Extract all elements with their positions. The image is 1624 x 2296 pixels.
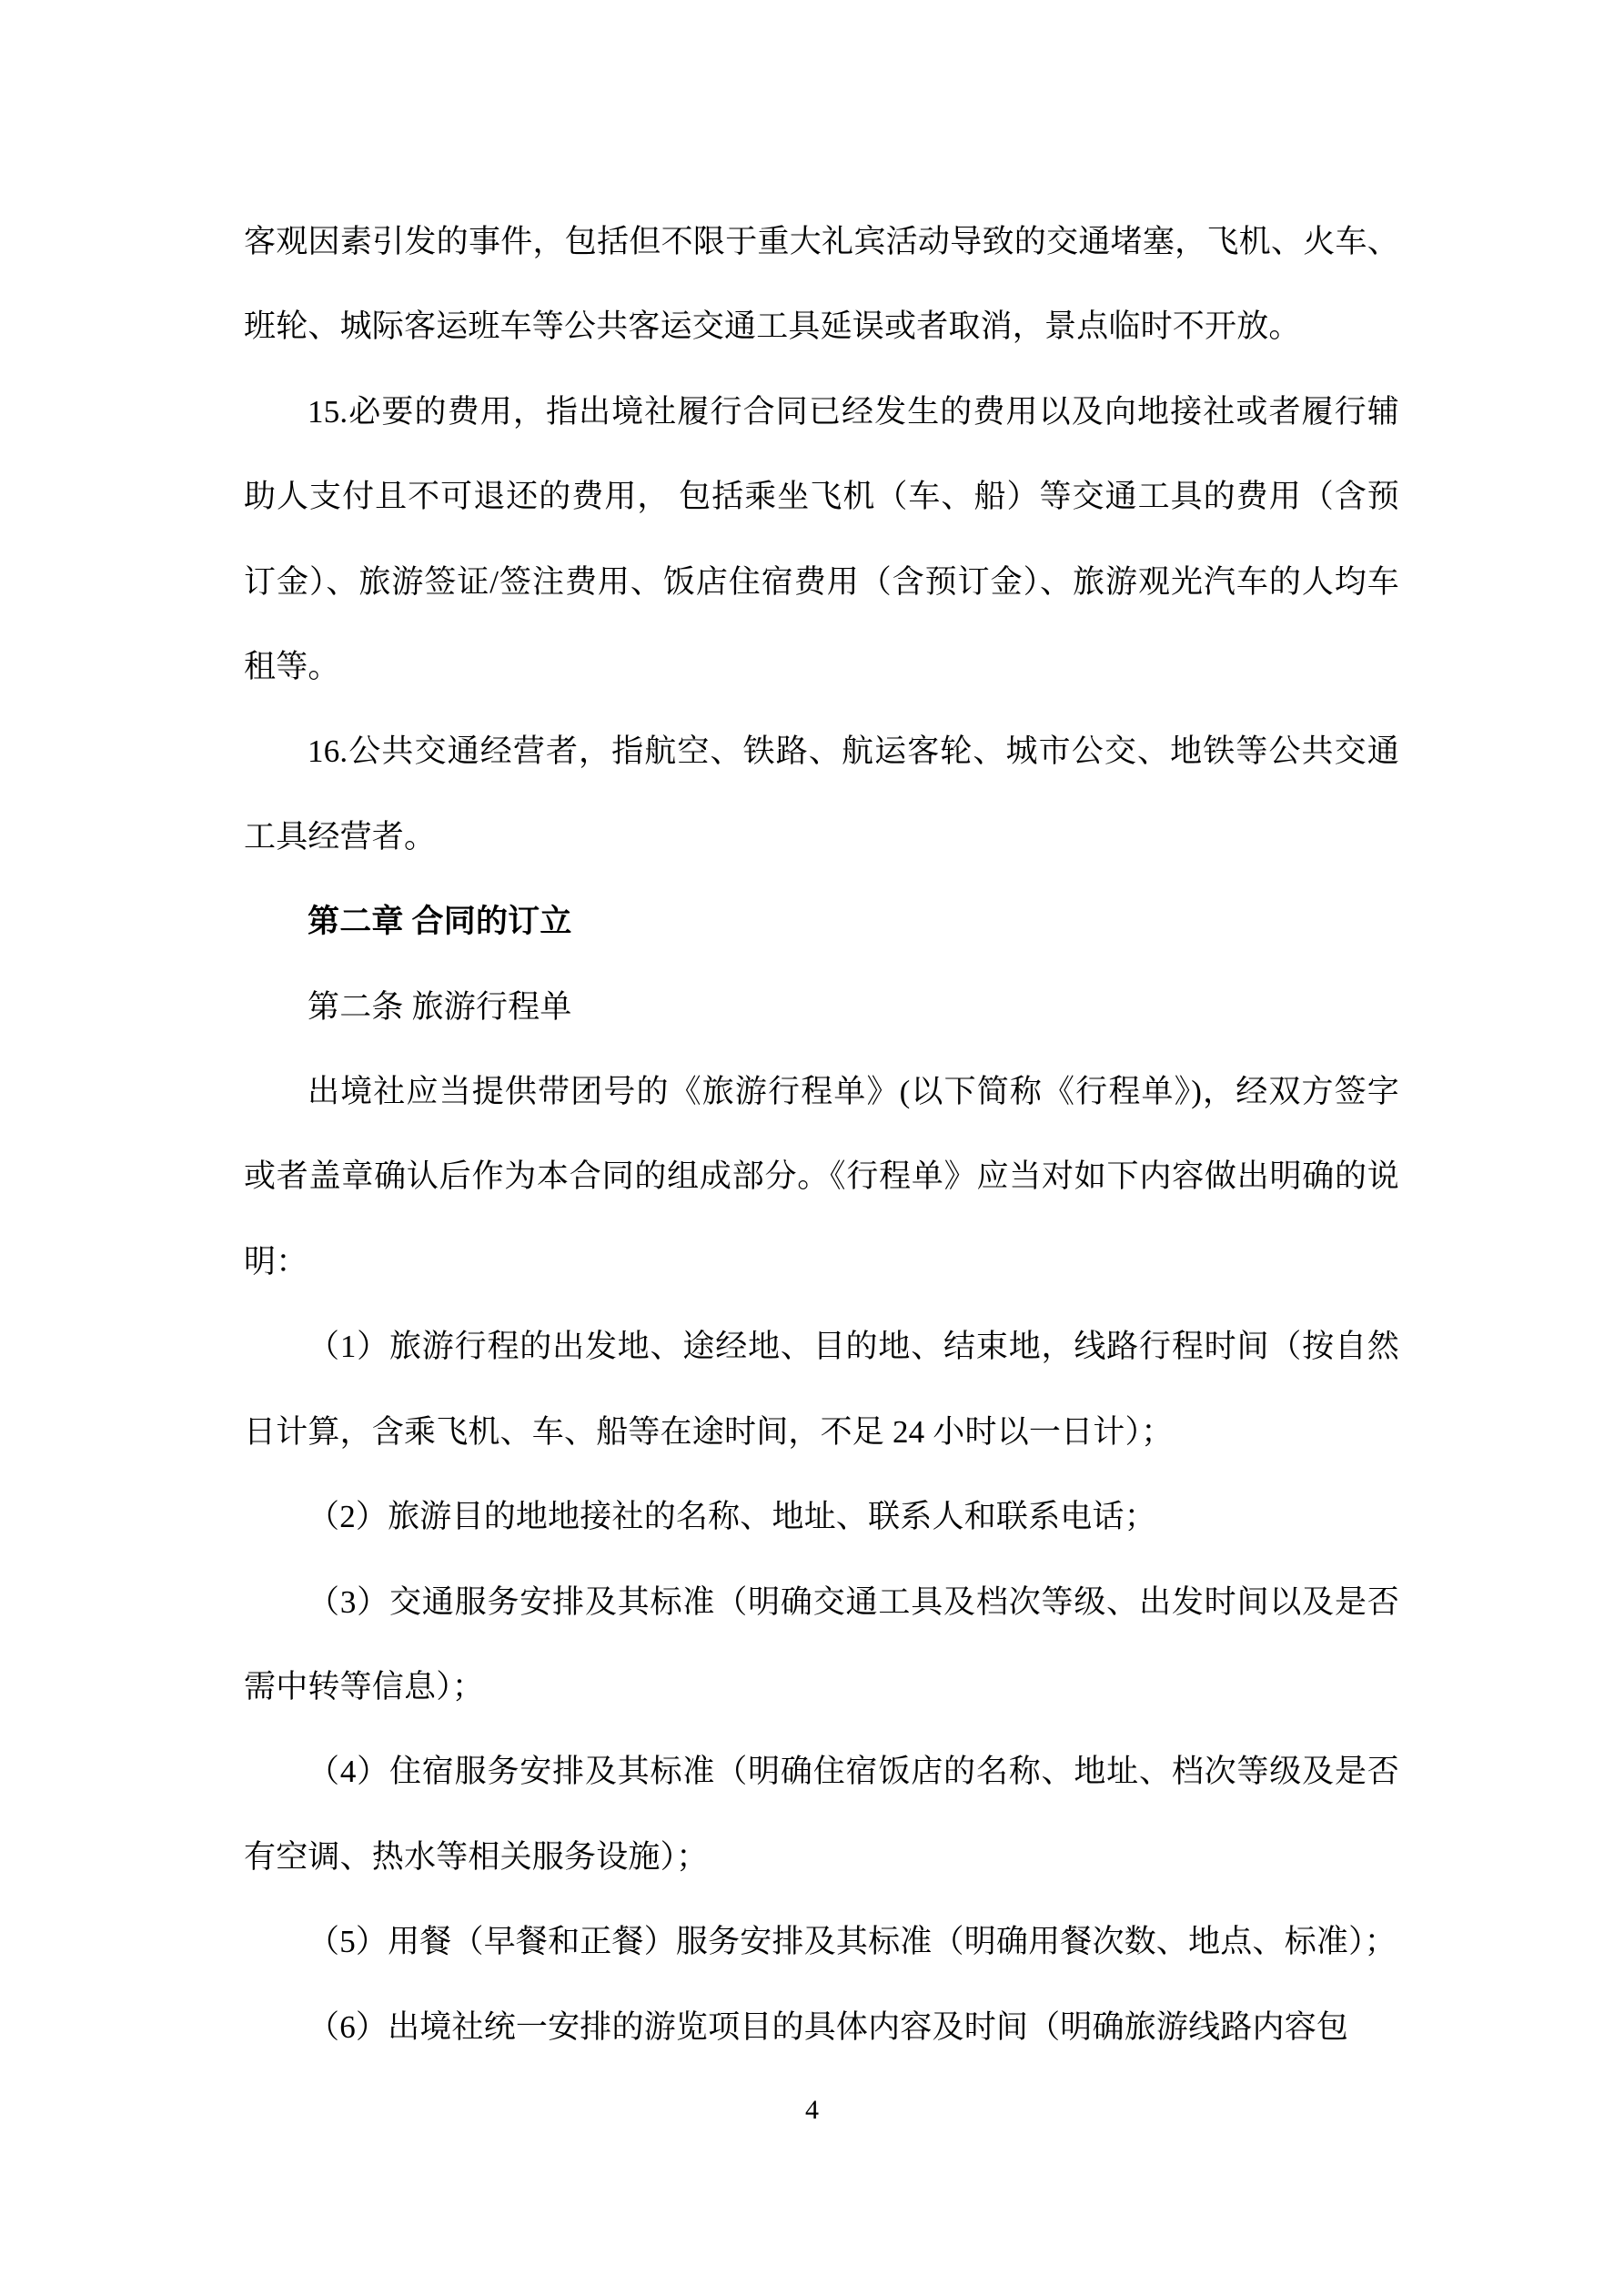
item-4-accommodation: （4）住宿服务安排及其标准（明确住宿饭店的名称、地址、档次等级及是否有空调、热水等相关服务设施）；	[244, 1754, 1399, 1875]
item-2-local-agency: （2）旅游目的地地接社的名称、地址、联系人和联系电话；	[308, 1499, 1156, 1535]
document-body	[244, 199, 1399, 2069]
item-6-tour-projects: （6）出境社统一安排的游览项目的具体内容及时间（明确旅游线路内容包	[308, 2008, 1349, 2045]
item-1-itinerary: （1）旅游行程的出发地、途经地、目的地、结束地，线路行程时间（按自然日计算，含乘飞机、车、船等在途时间，不足 24 小时以一日计）；	[244, 1329, 1399, 1450]
article-2-heading: 第二条 旅游行程单	[308, 988, 572, 1025]
clause-16-public-transport-operator: 16.公共交通经营者，指航空、铁路、航运客轮、城市公交、地铁等公共交通工具经营者。	[244, 733, 1399, 855]
chapter-2-heading: 第二章 合同的订立	[308, 904, 572, 940]
clause-15-necessary-fees: 15.必要的费用，指出境社履行合同已经发生的费用以及向地接社或者履行辅助人支付且不可退还的费用， 包括乘坐飞机（车、船）等交通工具的费用（含预订金）、旅游签证/签注费用、饭店住宿费用（含预订金）、旅游观光汽车的人均车租等。	[244, 393, 1399, 685]
item-3-transport-service: （3）交通服务安排及其标准（明确交通工具及档次等级、出发时间以及是否需中转等信息）；	[244, 1583, 1399, 1704]
article-2-intro: 出境社应当提供带团号的《旅游行程单》(以下简称《行程单》)，经双方签字或者盖章确认后作为本合同的组成部分。《行程单》应当对如下内容做出明确的说明：	[244, 1074, 1399, 1279]
page-number: 4	[805, 2095, 819, 2125]
item-5-meals: （5）用餐（早餐和正餐）服务安排及其标准（明确用餐次数、地点、标准）；	[308, 1924, 1397, 1960]
clause-14-continuation: 客观因素引发的事件，包括但不限于重大礼宾活动导致的交通堵塞，飞机、火车、班轮、城际客运班车等公共客运交通工具延误或者取消，景点临时不开放。	[244, 224, 1399, 345]
